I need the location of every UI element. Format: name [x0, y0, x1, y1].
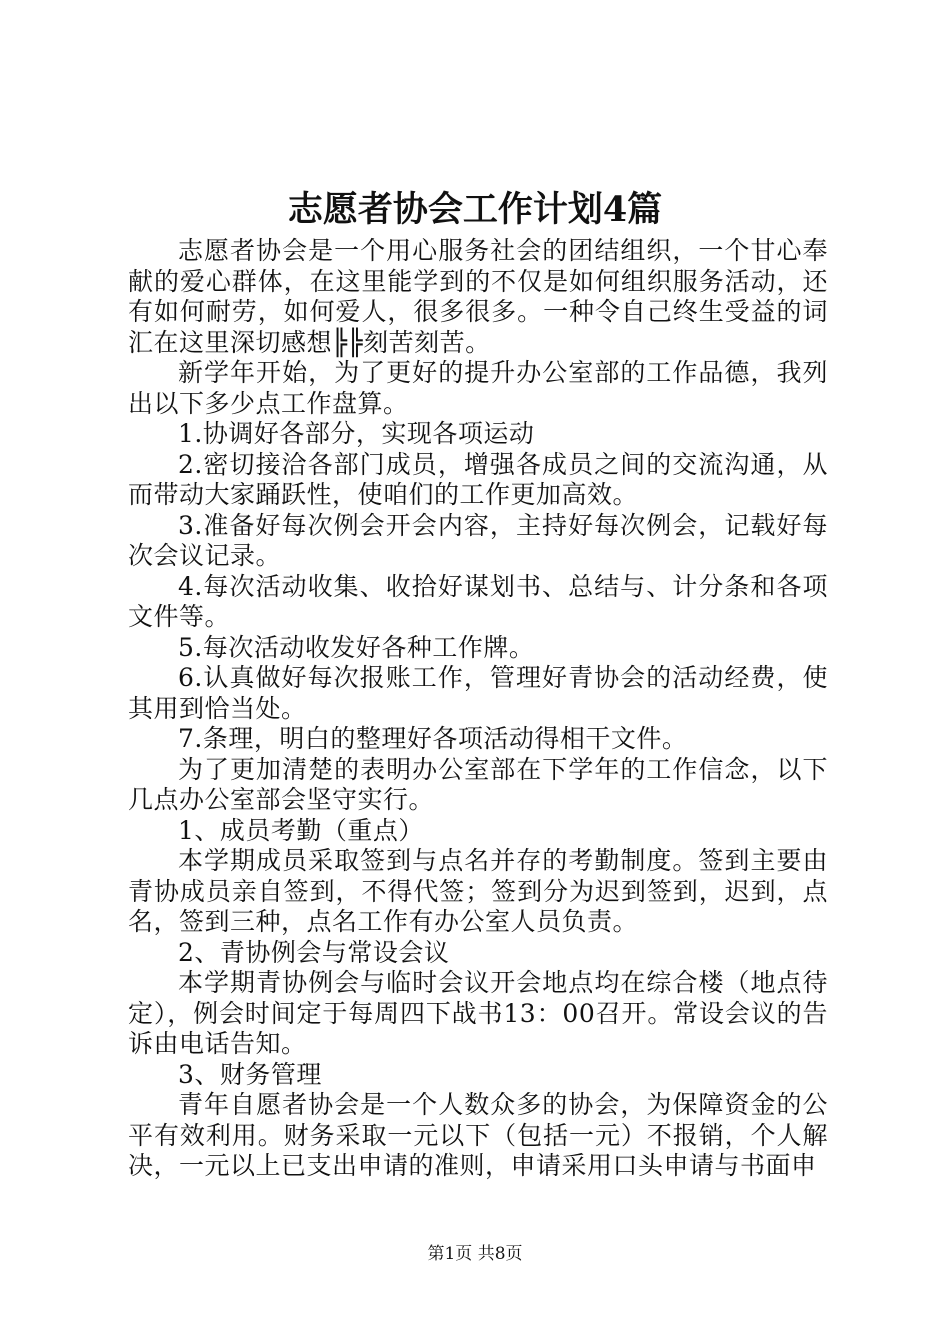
- list-item: 2.密切接洽各部门成员，增强各成员之间的交流沟通，从而带动大家踊跃性，使咱们的工作更加高效。: [128, 449, 828, 509]
- section-heading: 1、成员考勤（重点）: [178, 815, 424, 845]
- list-item: 1.协调好各部分，实现各项运动: [178, 419, 535, 448]
- section-heading: 3、财务管理: [178, 1059, 322, 1089]
- list-item: 6.认真做好每次报账工作，管理好青协会的活动经费，使其用到恰当处。: [128, 663, 828, 723]
- document-body: [128, 236, 828, 1182]
- document-title: 志愿者协会工作计划4篇: [287, 189, 663, 230]
- paragraph: 志愿者协会是一个用心服务社会的团结组织，一个甘心奉献的爱心群体，在这里能学到的不仅是如何组织服务活动，还有如何耐劳，如何爱人，很多很多。一种令自己终生受益的词汇在这里深切感想╠╠刻苦刻苦。: [128, 236, 828, 357]
- paragraph: 本学期成员采取签到与点名并存的考勤制度。签到主要由青协成员亲自签到，不得代签；签到分为迟到签到，迟到，点名，签到三种，点名工作有办公室人员负责。: [128, 846, 828, 936]
- list-item: 5.每次活动收发好各种工作牌。: [178, 632, 535, 662]
- paragraph: 青年自愿者协会是一个人数众多的协会，为保障资金的公平有效利用。财务采取一元以下（包括一元）不报销，个人解决，一元以上已支出申请的准则，申请采用口头申请与书面申: [128, 1090, 828, 1180]
- section-heading: 2、青协例会与常设会议: [178, 937, 450, 967]
- paragraph: 本学期青协例会与临时会议开会地点均在综合楼（地点待定），例会时间定于每周四下战书13：00召开。常设会议的告诉由电话告知。: [128, 968, 828, 1058]
- paragraph: 为了更加清楚的表明办公室部在下学年的工作信念，以下几点办公室部会坚守实行。: [128, 754, 828, 814]
- page-footer: 第1页 共8页: [427, 1244, 523, 1264]
- paragraph: 新学年开始，为了更好的提升办公室部的工作品德，我列出以下多少点工作盘算。: [128, 358, 828, 418]
- list-item: 7.条理，明白的整理好各项活动得相干文件。: [178, 724, 688, 753]
- list-item: 3.准备好每次例会开会内容，主持好每次例会，记载好每次会议记录。: [128, 510, 828, 570]
- list-item: 4.每次活动收集、收拾好谋划书、总结与、计分条和各项文件等。: [128, 571, 828, 631]
